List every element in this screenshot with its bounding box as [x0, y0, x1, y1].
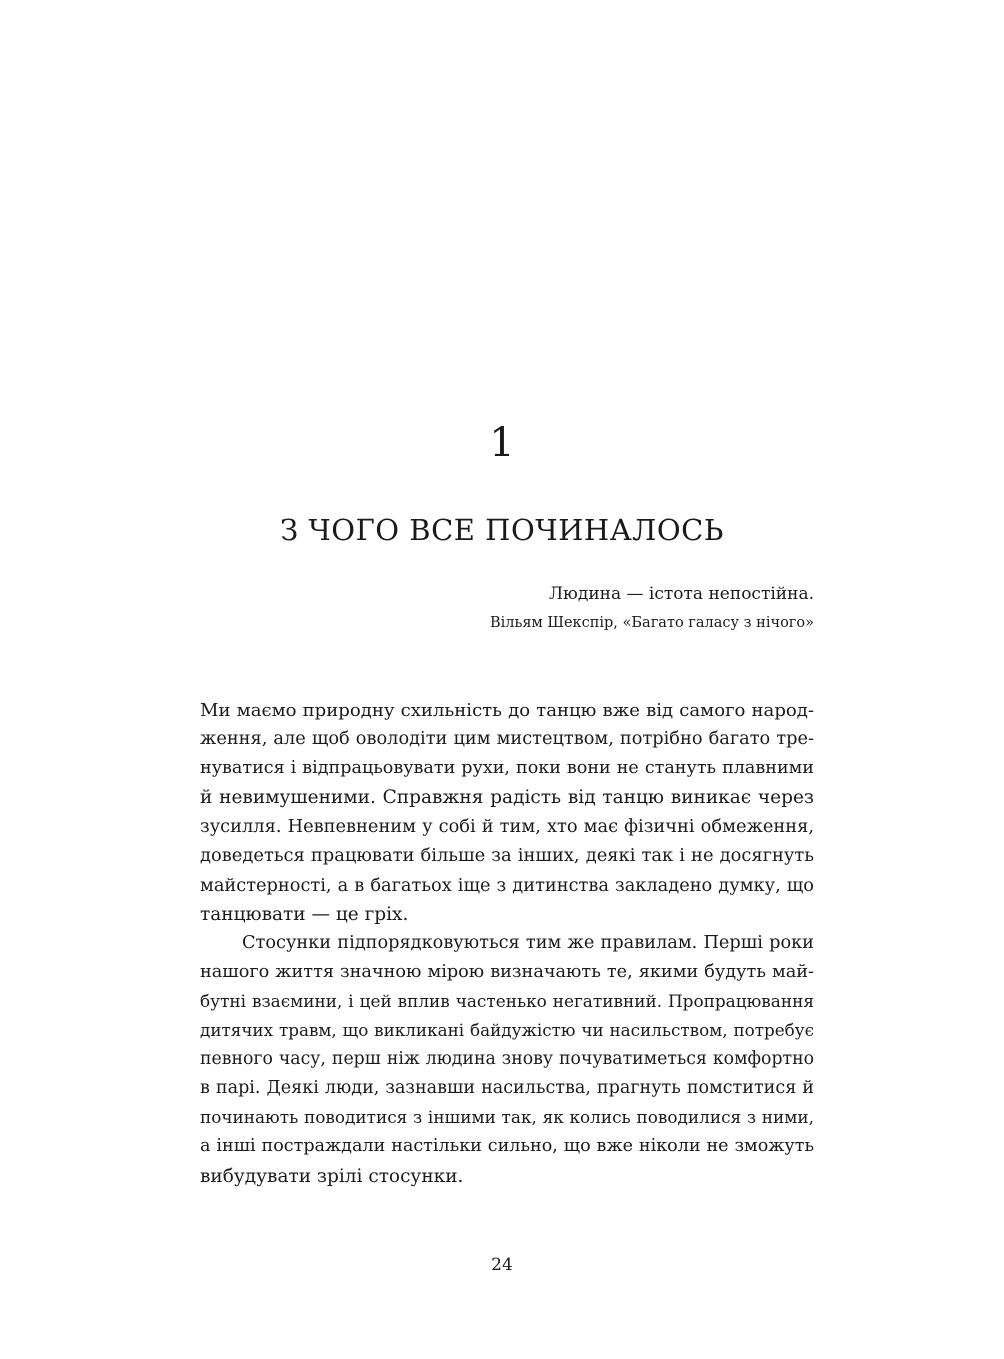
body-text	[200, 696, 814, 1191]
text-line: майстерності, а в багатьох іще з дитинства закладено думку, що	[200, 874, 814, 896]
page-number: 24	[491, 1255, 513, 1275]
text-line: ження, але щоб оволодіти цим мистецтвом, потрібно багато тре-	[200, 729, 814, 750]
text-line: починають поводитися з іншими так, як колись поводилися з ними,	[200, 1107, 814, 1128]
text-line: дитячих травм, що викликані байдужістю чи насильством, потребує	[200, 1020, 814, 1041]
text-line: й невимушеними. Справжня радість від танцю виникає через	[200, 787, 814, 809]
text-line: танцювати — це гріх.	[200, 903, 409, 925]
text-line: вибудувати зрілі стосунки.	[200, 1165, 464, 1187]
epigraph	[200, 580, 814, 638]
text-line: бутні взаємини, і цей вплив частенько негативний. Пропрацювання	[200, 990, 814, 1011]
chapter-title: З ЧОГО ВСЕ ПОЧИНАЛОСЬ	[280, 513, 724, 547]
epigraph-quote: Людина — істота непостійна.	[548, 584, 814, 604]
text-line: нуватися і відпрацьовувати рухи, поки вони не стануть плавними	[200, 758, 814, 779]
text-line: певного часу, перш ніж людина знову почуватиметься комфортно	[200, 1049, 814, 1070]
text-line: зусилля. Невпевненим у собі й тим, хто має фізичні обмеження,	[200, 816, 814, 838]
epigraph-source: Вільям Шекспір, «Багато галасу з нічого»	[489, 615, 814, 631]
text-line: Ми маємо природну схильність до танцю вже від самого народ-	[200, 700, 814, 721]
text-line: в парі. Деякі люди, зазнавши насильства, прагнуть помститися й	[200, 1078, 814, 1099]
text-line: Стосунки підпорядковуються тим же правилам. Перші роки	[242, 932, 814, 953]
text-line: а інші постраждали настільки сильно, що вже ніколи не зможуть	[200, 1136, 814, 1157]
text-line: нашого життя значною мірою визначають те, якими будуть май-	[200, 961, 814, 982]
paragraph-1	[200, 696, 814, 929]
paragraph-2	[200, 929, 814, 1191]
text-line: доведеться працювати більше за інших, деякі так і не досягнуть	[200, 845, 814, 867]
chapter-number: 1	[489, 420, 515, 466]
